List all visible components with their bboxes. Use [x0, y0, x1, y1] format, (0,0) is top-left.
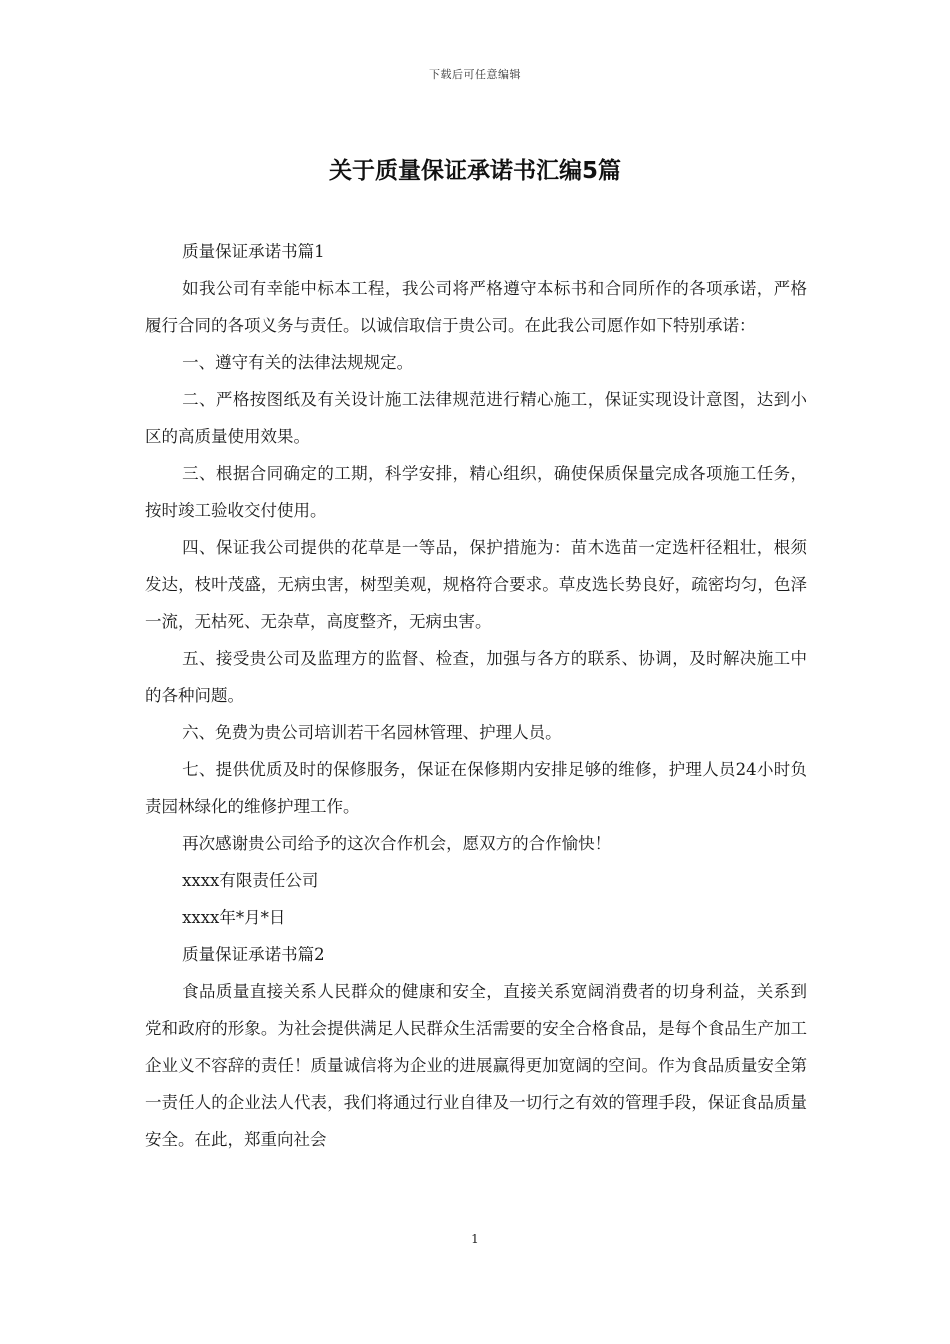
commitment-item-3: 三、根据合同确定的工期，科学安排，精心组织，确使保质保量完成各项施工任务，按时竣工验收交付使用。: [145, 464, 807, 520]
signature-date: xxxx年*月*日: [182, 908, 286, 927]
commitment-item-7: 七、提供优质及时的保修服务，保证在保修期内安排足够的维修，护理人员24小时负责园林绿化的维修护理工作。: [145, 760, 807, 816]
commitment-item-5: 五、接受贵公司及监理方的监督、检查，加强与各方的联系、协调，及时解决施工中的各种问题。: [145, 649, 807, 705]
page-number: 1: [471, 1232, 479, 1246]
closing-thanks: 再次感谢贵公司给予的这次合作机会，愿双方的合作愉快！: [182, 834, 612, 853]
paragraph-food-quality: 食品质量直接关系人民群众的健康和安全，直接关系宽阔消费者的切身利益，关系到党和政府的形象。为社会提供满足人民群众生活需要的安全合格食品，是每个食品生产加工企业义不容辞的责任！质量诚信将为企业的进展赢得更加宽阔的空间。作为食品质量安全第一责任人的企业法人代表，我们将通过行业自律及一切行之有效的管理手段，保证食品质量安全。在此，郑重向社会: [145, 982, 807, 1149]
commitment-item-2: 二、严格按图纸及有关设计施工法律规范进行精心施工，保证实现设计意图，达到小区的高质量使用效果。: [145, 390, 807, 446]
document-body: [145, 233, 807, 1158]
page-header-note: 下载后可任意编辑: [429, 68, 521, 81]
signature-company: xxxx有限责任公司: [182, 871, 319, 890]
section-heading-2: 质量保证承诺书篇2: [182, 945, 325, 964]
paragraph-intro: 如我公司有幸能中标本工程，我公司将严格遵守本标书和合同所作的各项承诺，严格履行合同的各项义务与责任。以诚信取信于贵公司。在此我公司愿作如下特别承诺：: [145, 279, 807, 335]
section-heading-1: 质量保证承诺书篇1: [182, 242, 325, 261]
document-title: 关于质量保证承诺书汇编5篇: [328, 158, 621, 184]
commitment-item-1: 一、遵守有关的法律法规规定。: [182, 353, 414, 372]
commitment-item-6: 六、免费为贵公司培训若干名园林管理、护理人员。: [182, 723, 562, 742]
commitment-item-4: 四、保证我公司提供的花草是一等品，保护措施为：苗木选苗一定选杆径粗壮，根须发达，枝叶茂盛，无病虫害，树型美观，规格符合要求。草皮选长势良好，疏密均匀，色泽一流，无枯死、无杂草，高度整齐，无病虫害。: [145, 538, 807, 631]
